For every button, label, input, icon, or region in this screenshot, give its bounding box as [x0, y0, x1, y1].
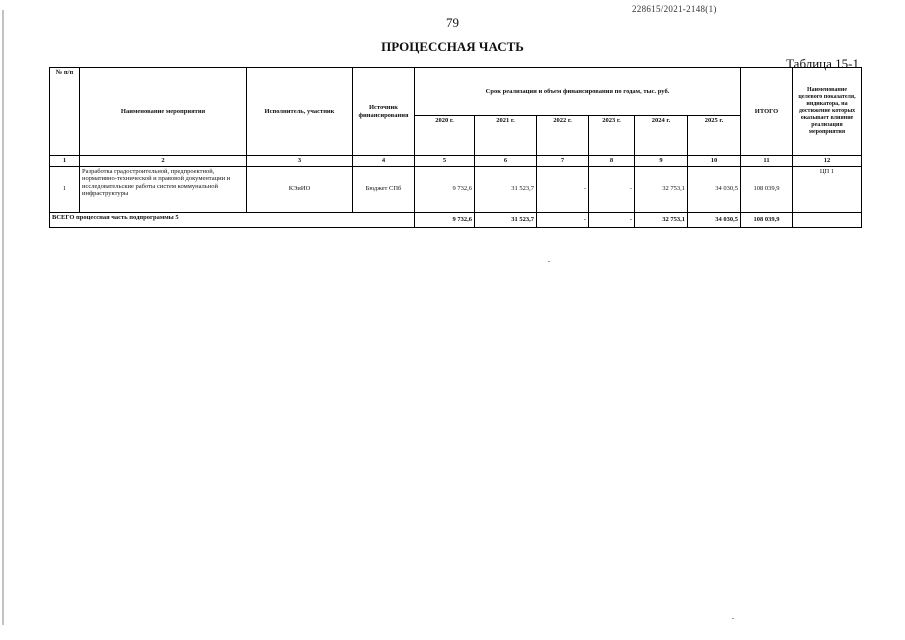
summary-value-2021: 31 523,7: [475, 212, 537, 227]
column-number-row: [50, 156, 862, 167]
header-year: 2022 г.: [537, 116, 589, 156]
row-value-2020: 9 732,6: [415, 166, 475, 212]
header-indicator: Наименование целевого показателя, индикатора, на достижение которых оказывает влияние реализация мероприятия: [793, 68, 862, 156]
row-value-2022: -: [537, 166, 589, 212]
row-executor: КЭиИО: [247, 166, 353, 212]
summary-indicator-empty: [793, 212, 862, 227]
scan-speck: [548, 261, 550, 262]
header-total: ИТОГО: [741, 68, 793, 156]
summary-total: 108 039,9: [741, 212, 793, 227]
row-total: 108 039,9: [741, 166, 793, 212]
scan-speck: [732, 618, 734, 619]
header-year: 2023 г.: [589, 116, 635, 156]
header-source: Источник финансирования: [353, 68, 415, 156]
row-value-2021: 31 523,7: [475, 166, 537, 212]
summary-value-2024: 32 753,1: [635, 212, 688, 227]
header-year: 2021 г.: [475, 116, 537, 156]
column-number: 7: [537, 156, 589, 167]
header-period: Срок реализации и объем финансирования по годам, тыс. руб.: [415, 68, 741, 116]
header-year: 2020 г.: [415, 116, 475, 156]
header-executor: Исполнитель, участник: [247, 68, 353, 156]
row-name: Разработка градостроительной, предпроектной, нормативно-технической и правовой документации и исследовательские работы систем коммунальной инфраструктуры: [80, 166, 247, 212]
summary-value-2025: 34 030,5: [688, 212, 741, 227]
page-title: ПРОЦЕССНАЯ ЧАСТЬ: [381, 39, 524, 54]
column-number: 11: [741, 156, 793, 167]
summary-value-2022: -: [537, 212, 589, 227]
header-year: 2025 г.: [688, 116, 741, 156]
table-caption: Таблица 15-1: [786, 56, 859, 71]
column-number: 8: [589, 156, 635, 167]
page-number: 79: [446, 15, 459, 30]
column-number: 5: [415, 156, 475, 167]
row-num: 1: [50, 166, 80, 212]
row-value-2025: 34 030,5: [688, 166, 741, 212]
column-number: 6: [475, 156, 537, 167]
column-number: 12: [793, 156, 862, 167]
row-indicator: ЦП 1: [793, 166, 862, 212]
column-number: 1: [50, 156, 80, 167]
scan-edge-mark: [2, 10, 4, 625]
header-num: № п/п: [50, 68, 80, 156]
header-row-main: [50, 68, 862, 116]
column-number: 2: [80, 156, 247, 167]
row-value-2023: -: [589, 166, 635, 212]
summary-label: ВСЕГО процессная часть подпрограммы 5: [50, 212, 415, 227]
column-number: 10: [688, 156, 741, 167]
financing-table: [49, 67, 862, 228]
table-row: [50, 166, 862, 212]
summary-row: [50, 212, 862, 227]
document-code: 228615/2021-2148(1): [632, 4, 717, 14]
row-value-2024: 32 753,1: [635, 166, 688, 212]
header-year: 2024 г.: [635, 116, 688, 156]
column-number: 9: [635, 156, 688, 167]
summary-value-2023: -: [589, 212, 635, 227]
column-number: 3: [247, 156, 353, 167]
summary-value-2020: 9 732,6: [415, 212, 475, 227]
row-source: Бюджет СПб: [353, 166, 415, 212]
header-name: Наименование мероприятия: [80, 68, 247, 156]
column-number: 4: [353, 156, 415, 167]
